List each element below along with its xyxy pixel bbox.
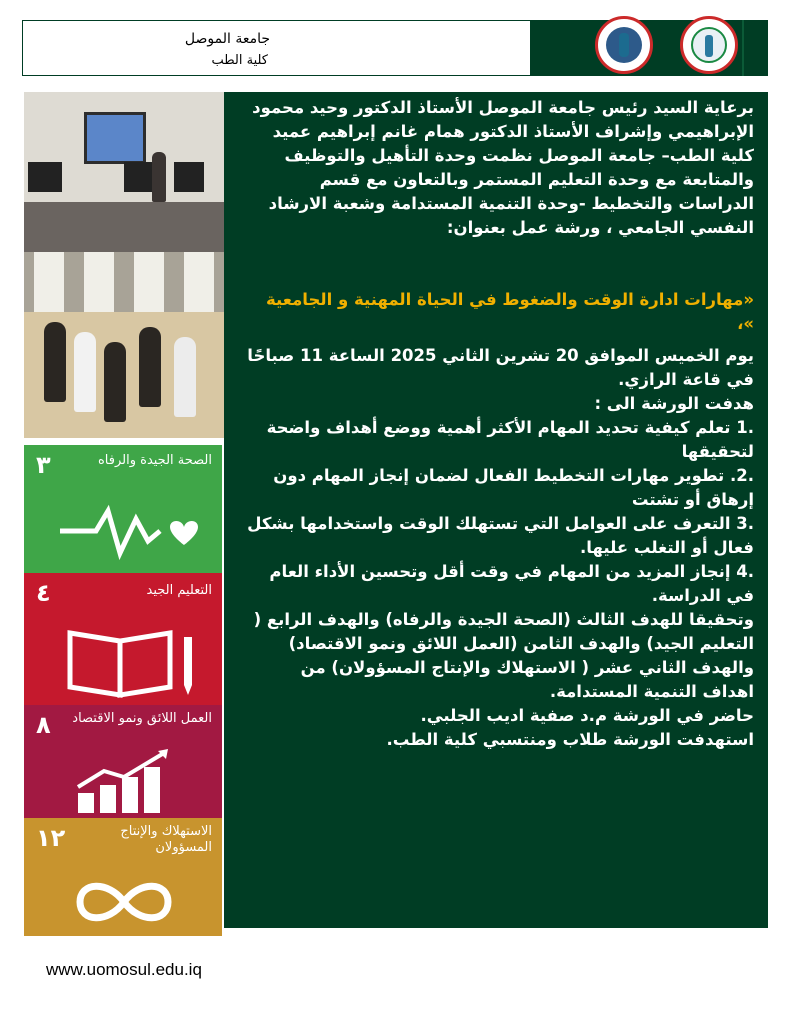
- aim-item: .4 إنجاز المزيد من المهام في وقت أقل وتحسين الأداء العام في الدراسة.: [269, 562, 754, 605]
- workshop-photo-presenter: [24, 92, 224, 252]
- sdg-label: العمل اللائق ونمو الاقتصاد: [72, 711, 212, 726]
- sdg-goals-text: وتحقيقا للهدف الثالث (الصحة الجيدة والرفاه) والهدف الرابع ( التعليم الجيد) والهدف الثامن (العمل اللائق ونمو الاقتصاد) والهدف الثاني عشر ( الاستهلاك والإنتاج المسؤولان) من اهداف التنمية المستدامة.: [253, 610, 754, 701]
- sdg-number: ٨: [36, 711, 51, 739]
- growth-chart-icon: [24, 747, 222, 817]
- college-name: كلية الطب: [211, 53, 268, 68]
- header-bar: [22, 20, 768, 76]
- sdg-label: الاستهلاك والإنتاج المسؤولان: [120, 824, 212, 855]
- sdg-tile-12: [24, 818, 222, 936]
- article-panel: [224, 92, 768, 928]
- heartbeat-icon: [24, 491, 222, 571]
- workshop-photo-audience: [24, 252, 224, 438]
- sdg-tile-8: [24, 705, 222, 818]
- university-name: جامعة الموصل: [184, 31, 270, 47]
- aim-item: .3 التعرف على العوامل التي تستهلك الوقت واستخدامها بشكل فعال أو التغلب عليها.: [247, 514, 754, 557]
- projector-screen: [84, 112, 146, 164]
- article-intro: برعاية السيد رئيس جامعة الموصل الأستاذ الدكتور وحيد محمود الإبراهيمي وإشراف الأستاذ الدكتور همام غانم إبراهيم عميد كلية الطب– جامعة الموصل نظمت وحدة التأهيل والتوظيف والمتابعة مع وحدة التعليم المستمر وبالتعاون مع قسم الدراسات والتخطيط -وحدة التنمية المستدامة وشعبة الارشاد النفسي الجامعي ، ورشة عمل بعنوان:: [252, 98, 754, 237]
- sdg-number: ٤: [36, 579, 51, 607]
- aim-item: .2. تطوير مهارات التخطيط الفعال لضمان إنجاز المهام دون إرهاق أو تشتت: [273, 466, 754, 509]
- university-seal-icon: [595, 16, 653, 74]
- medical-college-seal-icon: [680, 16, 738, 74]
- header-accent: [742, 20, 758, 76]
- aim-item: .1 تعلم كيفية تحديد المهام الأكثر أهمية ووضع أهداف واضحة لتحقيقها: [266, 418, 754, 461]
- sdg-number: ١٢: [36, 824, 66, 852]
- workshop-title: «مهارات ادارة الوقت والضغوط في الحياة المهنية و الجامعية »،: [266, 290, 754, 333]
- sdg-label: التعليم الجيد: [146, 583, 212, 598]
- header-title-box: [22, 20, 531, 76]
- workshop-date: يوم الخميس الموافق 20 تشرين الثاني 2025 الساعة 11 صباحًا في قاعة الرازي.: [247, 346, 754, 389]
- audience-text: استهدفت الورشة طلاب ومنتسبي كلية الطب.: [386, 730, 754, 749]
- infinity-icon: [24, 866, 222, 936]
- sdg-label: الصحة الجيدة والرفاه: [97, 453, 212, 468]
- sdg-tile-3: [24, 445, 222, 573]
- sdg-tile-4: [24, 573, 222, 705]
- aims-list: [244, 416, 754, 608]
- sdg-number: ٣: [36, 451, 51, 479]
- lecturer-text: حاضر في الورشة م.د صفية اديب الجلبي.: [420, 706, 754, 725]
- website-link[interactable]: www.uomosul.edu.iq: [46, 960, 202, 979]
- aims-heading: هدفت الورشة الى :: [594, 394, 754, 413]
- book-pencil-icon: [24, 615, 222, 705]
